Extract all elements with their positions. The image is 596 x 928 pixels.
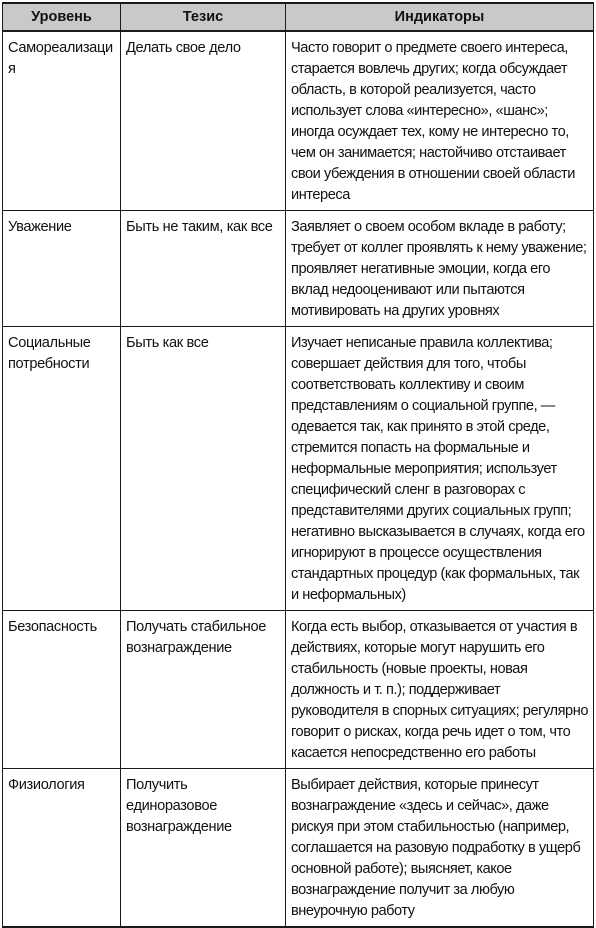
table-row: [3, 31, 594, 211]
indicators-cell: [286, 611, 594, 769]
indicators-text: Часто говорит о предмете своего интереса, старается вовлечь других; когда обсуждает область, в которой реализуется, часто использует слова «интересно», «шанс»; иногда осуждает тех, кому не интересно то, чем он занимается; настойчиво отстаивает свои убеждения в отношении своей области интереса: [291, 40, 575, 203]
table-header-row: [3, 3, 594, 31]
level-text: Самореализация: [8, 40, 113, 77]
header-thesis: Тезис: [121, 3, 286, 31]
thesis-text: Быть не таким, как все: [126, 219, 273, 235]
level-text: Безопасность: [8, 619, 97, 635]
level-cell: [3, 611, 121, 769]
table-row: [3, 611, 594, 769]
indicators-cell: [286, 769, 594, 928]
needs-levels-table: [2, 2, 594, 928]
level-text: Уважение: [8, 219, 72, 235]
level-cell: [3, 31, 121, 211]
level-cell: [3, 211, 121, 327]
indicators-cell: [286, 31, 594, 211]
indicators-cell: [286, 211, 594, 327]
thesis-text: Получать стабильное вознаграждение: [126, 619, 267, 656]
indicators-text: Когда есть выбор, отказывается от участия в действиях, которые могут нарушить его стабильность (новые проекты, новая должность и т. п.); поддерживает руководителя в спорных ситуациях; регулярно говорит о рисках, когда речь идет о том, что касается непосредственно его работы: [291, 619, 588, 761]
thesis-cell: [121, 769, 286, 928]
thesis-cell: [121, 611, 286, 769]
table-row: [3, 211, 594, 327]
thesis-cell: [121, 327, 286, 611]
indicators-cell: [286, 327, 594, 611]
indicators-text: Изучает неписаные правила коллектива; совершает действия для того, чтобы соответствовать коллективу и своим представлениям о социальной группе, — одевается так, как принято в этой среде, стремится попасть на формальные и неформальные мероприятия; использует специфический сленг в разговорах с представителями других социальных групп; негативно высказывается в случаях, когда его игнорируют в процессе осуществления стандартных процедур (как формальных, так и неформальных): [291, 335, 585, 603]
level-text: Социальные потребности: [8, 335, 91, 372]
thesis-cell: [121, 211, 286, 327]
level-text: Физиология: [8, 777, 85, 793]
header-level: Уровень: [3, 3, 121, 31]
indicators-text: Выбирает действия, которые принесут вознаграждение «здесь и сейчас», даже рискуя при этом стабильностью (например, соглашается на разовую подработку в ущерб основной работе); выясняет, какое вознаграждение получит за любую внеурочную работу: [291, 777, 581, 919]
thesis-cell: [121, 31, 286, 211]
level-cell: [3, 769, 121, 928]
header-indicators: Индикаторы: [286, 3, 594, 31]
level-cell: [3, 327, 121, 611]
table-row: [3, 327, 594, 611]
table-row: [3, 769, 594, 928]
thesis-text: Быть как все: [126, 335, 209, 351]
thesis-text: Получить единоразовое вознаграждение: [126, 777, 232, 835]
indicators-text: Заявляет о своем особом вкладе в работу; требует от коллег проявлять к нему уважение; проявляет негативные эмоции, когда его вклад недооценивают или пытаются мотивировать на других уровнях: [291, 219, 587, 319]
thesis-text: Делать свое дело: [126, 40, 241, 56]
